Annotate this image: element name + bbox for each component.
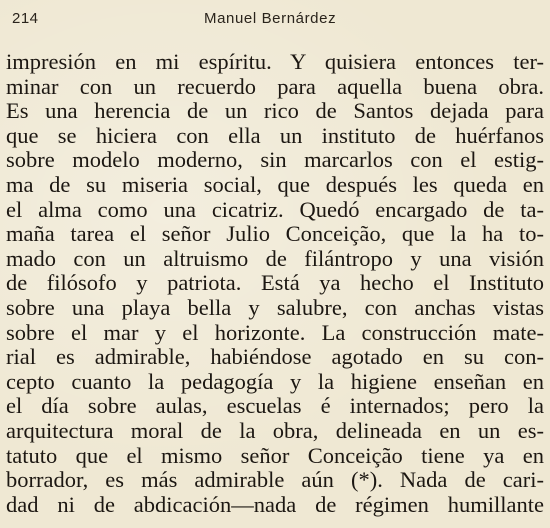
body-text bbox=[6, 50, 544, 517]
text-line: que se hiciera con ella un instituto de huérfanos bbox=[6, 122, 544, 148]
text-line: el día sobre aulas, escuelas é internados; pero la bbox=[6, 393, 544, 419]
text-line: ma de su miseria social, que después les queda en bbox=[6, 171, 544, 197]
text-line: tatuto que el mismo señor Conceição tiene ya en bbox=[6, 442, 544, 468]
text-line: sobre modelo moderno, sin marcarlos con el estig- bbox=[6, 147, 544, 173]
text-line: sobre el mar y el horizonte. La construcción mate- bbox=[6, 319, 544, 345]
text-line: de filósofo y patriota. Está ya hecho el Instituto bbox=[6, 270, 544, 296]
running-title: Manuel Bernárdez bbox=[204, 10, 337, 27]
text-line: el alma como una cicatriz. Quedó encargado de ta- bbox=[6, 196, 544, 222]
text-line: Es una herencia de un rico de Santos dejada para bbox=[6, 98, 544, 124]
text-line: mado con un altruismo de filántropo y una visión bbox=[6, 245, 544, 271]
running-head bbox=[0, 8, 550, 30]
text-line: cepto cuanto la pedagogía y la higiene enseñan en bbox=[6, 368, 544, 394]
text-line: sobre una playa bella y salubre, con anchas vistas bbox=[6, 294, 544, 320]
text-line: minar con un recuerdo para aquella buena obra. bbox=[6, 73, 544, 99]
text-line: borrador, es más admirable aún (*). Nada de cari- bbox=[6, 467, 544, 493]
text-line: dad ni de abdicación—nada de régimen humillante bbox=[6, 491, 544, 517]
text-line: rial es admirable, habiéndose agotado en su con- bbox=[6, 344, 544, 370]
text-line: impresión en mi espíritu. Y quisiera entonces ter- bbox=[6, 49, 544, 74]
page-number: 214 bbox=[12, 10, 39, 27]
text-line: arquitectura moral de la obra, delineada en un es- bbox=[6, 417, 544, 443]
text-line: maña tarea el señor Julio Conceição, que la ha to- bbox=[6, 221, 544, 247]
